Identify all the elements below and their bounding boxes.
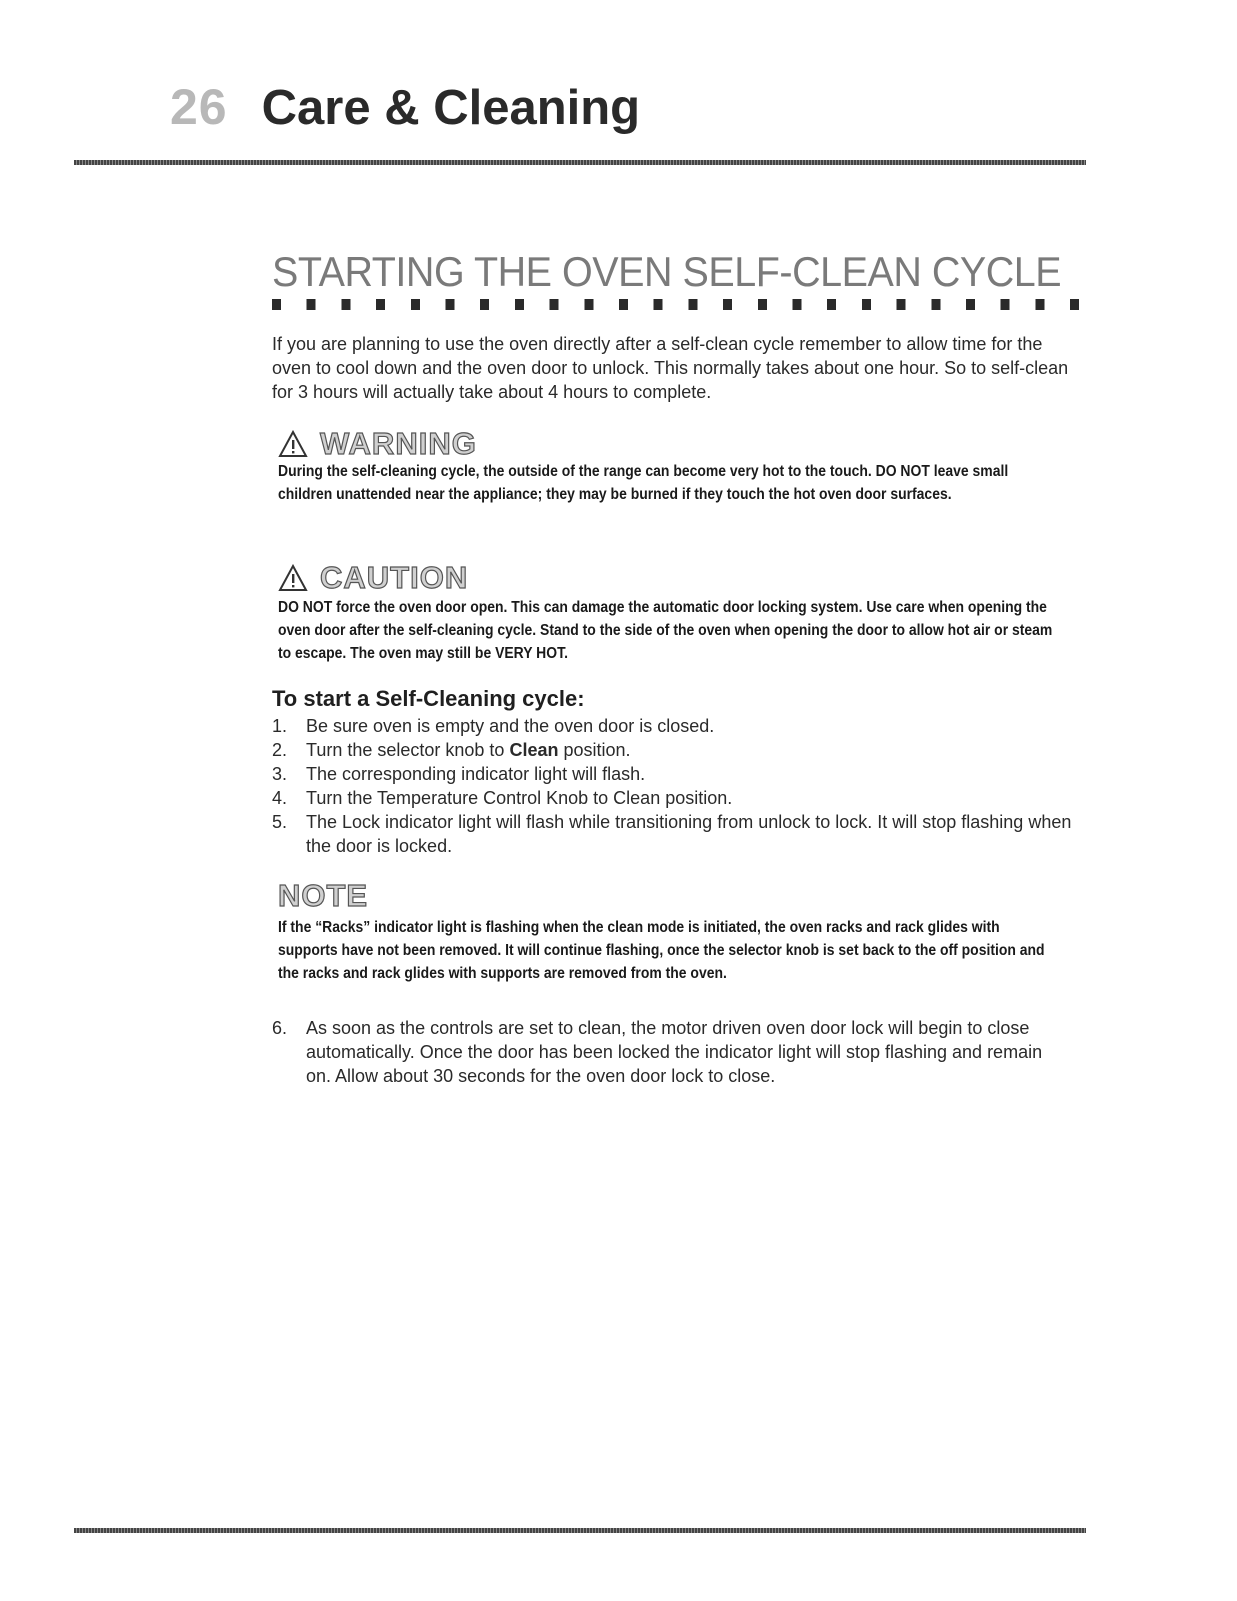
intro-paragraph: If you are planning to use the oven directly after a self-clean cycle remember to allow time for the oven to cool down and the oven door to unlock. This normally takes about one hour. So to self-clean for 3 hours will actually take about 4 hours to complete. bbox=[272, 334, 1069, 402]
list-item bbox=[272, 762, 1072, 786]
section-title: STARTING THE OVEN SELF-CLEAN CYCLE bbox=[272, 248, 1062, 295]
note-heading bbox=[278, 878, 368, 914]
step-text-before: Turn the selector knob to bbox=[306, 740, 510, 760]
step-text: As soon as the controls are set to clean, the motor driven oven door lock will begin to close automatically. Once the door has been locked the indicator light will stop flashing and remain on. Allow about 30 seconds for the oven door lock to close. bbox=[306, 1018, 1043, 1086]
note-text: If the “Racks” indicator light is flashing when the clean mode is initiated, the oven racks and rack glides with supports have not been removed. It will continue flashing, once the selector knob is set back to the off position and the racks and rack glides with supports are removed from the oven. bbox=[278, 919, 1045, 982]
step-number: 5. bbox=[272, 812, 288, 832]
procedure-steps-continued bbox=[272, 1016, 1072, 1088]
caution-label: CAUTION bbox=[320, 560, 469, 595]
caution-heading bbox=[278, 560, 468, 596]
warning-triangle-icon bbox=[278, 564, 308, 592]
step-number: 1. bbox=[272, 716, 288, 736]
warning-text: During the self-cleaning cycle, the outside of the range can become very hot to the touch. DO NOT leave small children unattended near the appliance; they may be burned if they touch the hot oven door surfaces. bbox=[278, 463, 1009, 503]
page-header bbox=[170, 78, 640, 136]
step-text-after: position. bbox=[558, 740, 631, 760]
footer-rule bbox=[74, 1528, 1086, 1533]
procedure-heading: To start a Self-Cleaning cycle: bbox=[272, 686, 585, 711]
warning-label: WARNING bbox=[320, 426, 477, 461]
step-text: The Lock indicator light will flash while transitioning from unlock to lock. It will stop flashing when the door is locked. bbox=[306, 812, 1072, 856]
page-number: 26 bbox=[170, 79, 228, 135]
chapter-title: Care & Cleaning bbox=[261, 81, 641, 135]
list-item bbox=[272, 1016, 1072, 1088]
list-item bbox=[272, 810, 1072, 858]
dotted-divider bbox=[272, 299, 1090, 310]
step-text: The corresponding indicator light will flash. bbox=[306, 764, 646, 784]
step-number: 3. bbox=[272, 764, 288, 784]
warning-heading bbox=[278, 426, 477, 462]
list-item bbox=[272, 738, 1072, 762]
list-item bbox=[272, 714, 1072, 738]
procedure-steps bbox=[272, 714, 1072, 858]
step-bold-word: Clean bbox=[509, 740, 559, 760]
note-label: NOTE bbox=[278, 878, 369, 913]
caution-text: DO NOT force the oven door open. This can damage the automatic door locking system. Use care when opening the oven door after the self-cleaning cycle. Stand to the side of the oven when opening the door to allow hot air or steam to escape. The oven may still be VERY HOT. bbox=[278, 599, 1053, 662]
step-text: Turn the Temperature Control Knob to Clean position. bbox=[306, 788, 733, 808]
step-text bbox=[306, 738, 1072, 762]
step-number: 6. bbox=[272, 1018, 288, 1038]
step-number: 2. bbox=[272, 740, 288, 760]
step-number: 4. bbox=[272, 788, 288, 808]
step-text: Be sure oven is empty and the oven door is closed. bbox=[306, 716, 715, 736]
header-rule bbox=[74, 160, 1086, 165]
warning-triangle-icon bbox=[278, 430, 308, 458]
list-item bbox=[272, 786, 1072, 810]
